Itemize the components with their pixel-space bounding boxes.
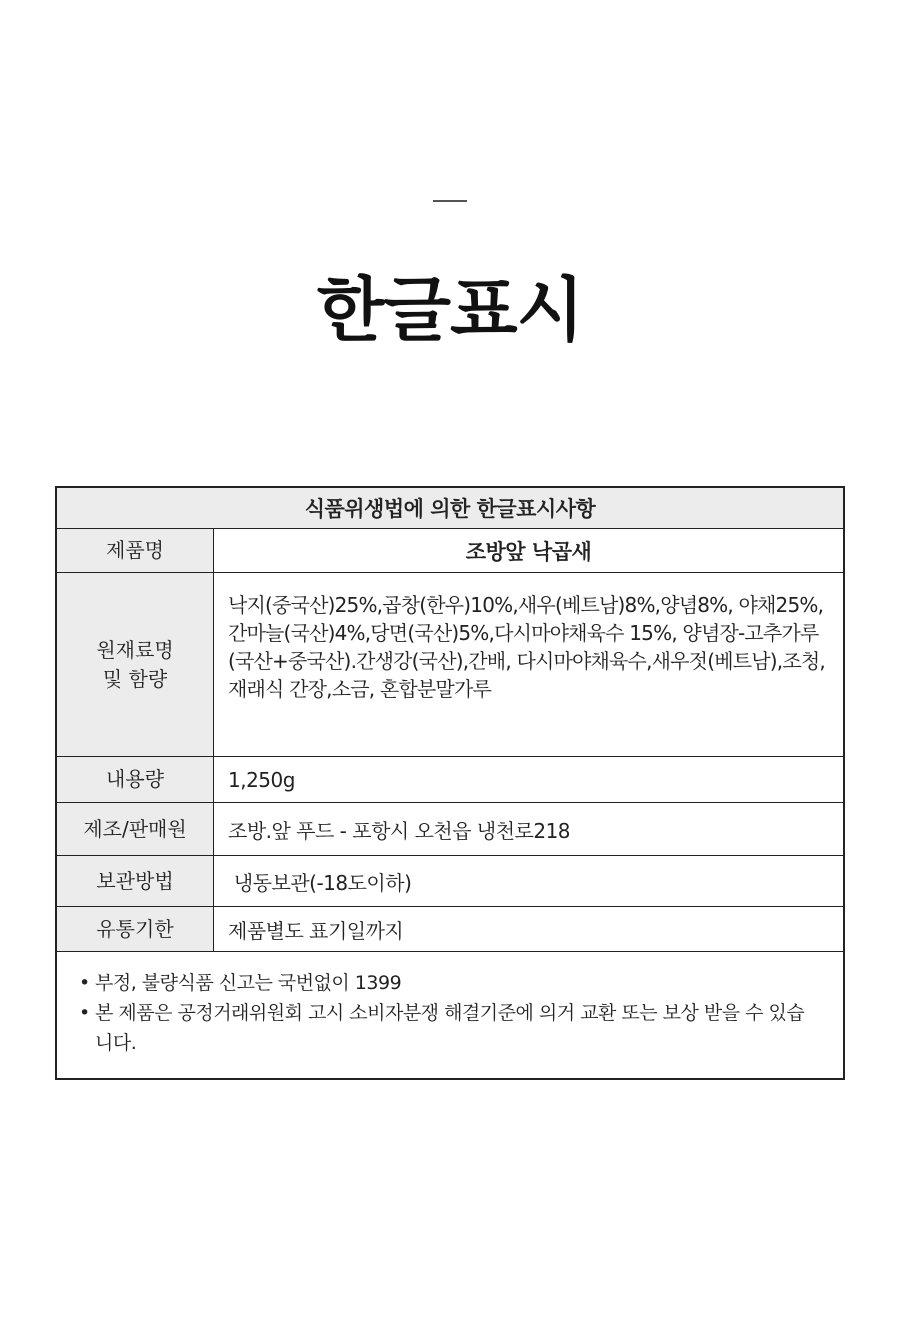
row-label: 보관방법 [57,856,214,906]
storage-value: 냉동보관(-18도이하) [228,870,412,895]
table-row-net-quantity [57,757,843,803]
row-label: 제품명 [57,529,214,572]
table-row-product-name [57,529,843,573]
note-item [79,968,821,998]
table-row-expiry [57,907,843,952]
bullet-icon: • [79,1002,90,1024]
net-quantity-value: 1,250g [228,767,295,792]
row-label: 원재료명 및 함량 [57,573,214,756]
bullet-icon: • [79,972,90,994]
product-name-value: 조방앞 낙곱새 [465,539,592,564]
expiry-value: 제품별도 표기일까지 [228,918,404,943]
title-decoration-dash [433,200,467,202]
note-text: 부정, 불량식품 신고는 국번없이 1399 [95,972,402,994]
notes-section [57,952,843,1078]
row-label: 내용량 [57,757,214,802]
manufacturer-value: 조방.앞 푸드 - 포항시 오천읍 냉천로218 [228,818,571,843]
ingredients-value: 낙지(중국산)25%,곱창(한우)10%,새우(베트남)8%,양념8%, 야채25%,간마늘(국산)4%,당면(국산)5%,다시마야채육수 15%, 양념장-고추가루(국산+중국산).간생강(국산),간배, 다시마야채육수,새우젓(베트남),조청,재래식 간장,소금, 혼합분말가루 [228,593,825,701]
table-row-ingredients [57,573,843,757]
table-heading: 식품위생법에 의한 한글표시사항 [57,488,843,529]
note-item [79,998,821,1058]
korean-label-table [55,486,845,1080]
page-title: 한글표시 [316,269,584,351]
note-text: 본 제품은 공정거래위원회 고시 소비자분쟁 해결기준에 의거 교환 또는 보상 받을 수 있습니다. [95,1002,805,1054]
table-row-manufacturer [57,803,843,856]
row-label: 유통기한 [57,907,214,951]
table-row-storage [57,856,843,907]
row-label: 제조/판매원 [57,803,214,855]
